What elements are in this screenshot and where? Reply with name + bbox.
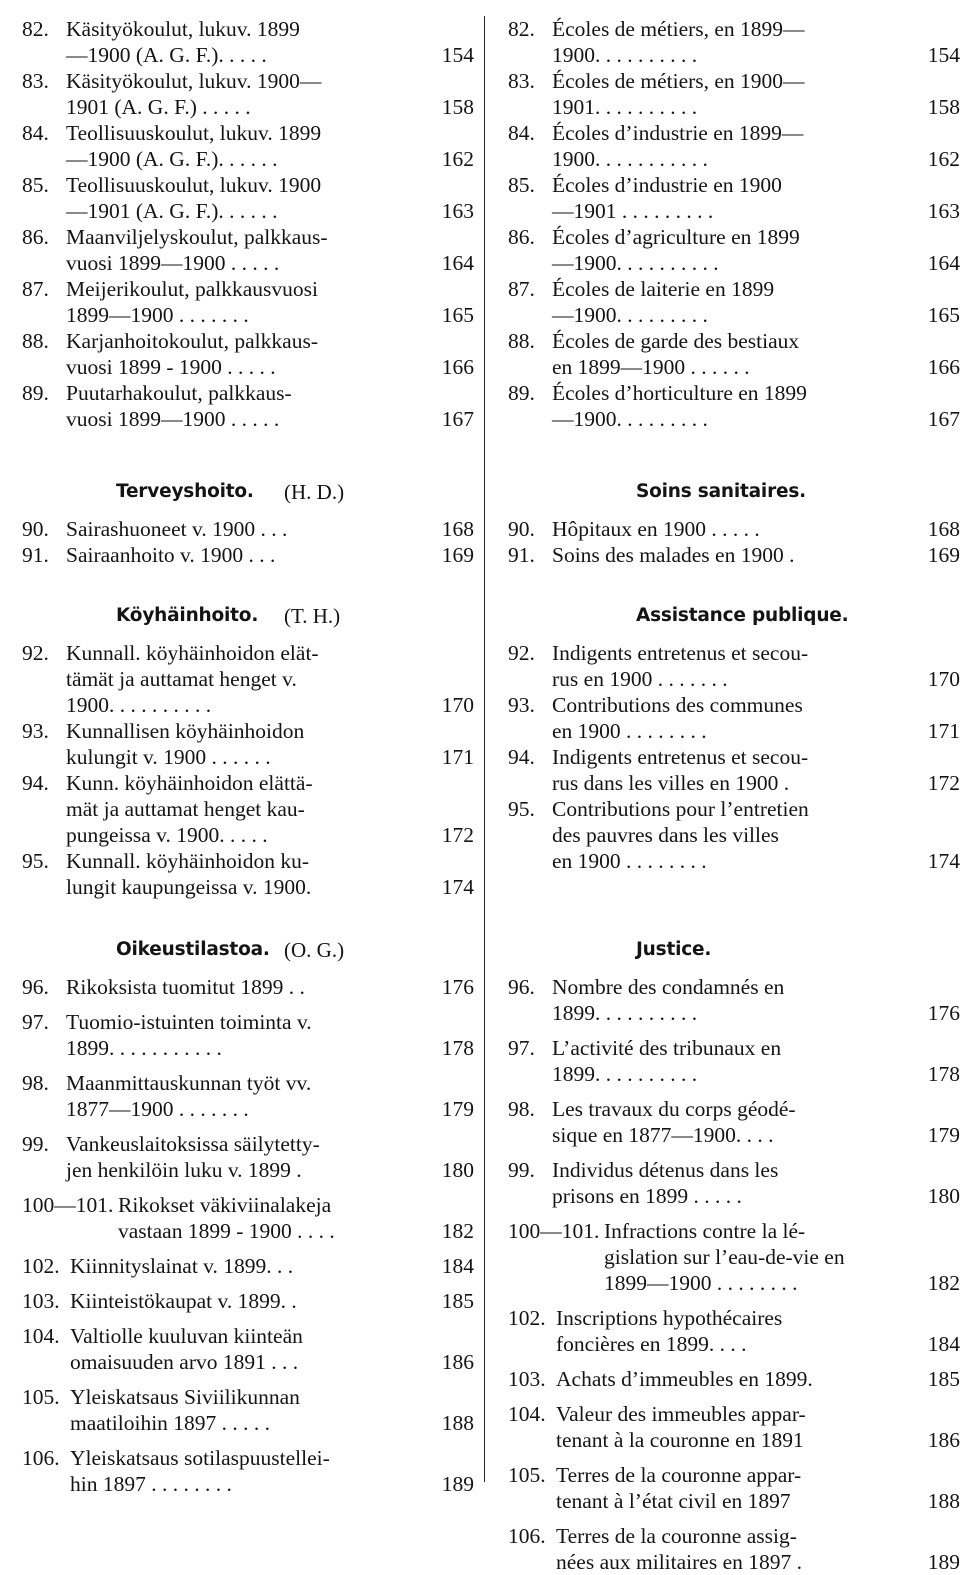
- page-number: 166: [441, 355, 474, 379]
- entry-text: Terres de la couronne appar-: [556, 1463, 802, 1487]
- entry-line: [508, 516, 960, 542]
- entry-text: vuosi 1899—1900 . . . . .: [66, 407, 280, 431]
- entry-text: Les travaux du corps géodé-: [552, 1097, 796, 1121]
- entry-text: 1901 (A. G. F.) . . . . .: [66, 95, 251, 119]
- entry-line: [22, 1253, 474, 1279]
- entry-line: [22, 276, 474, 302]
- entry-number: 85.: [508, 173, 535, 197]
- entry-text: Rikokset väkiviinalakeja: [118, 1193, 332, 1217]
- entry-number: 102.: [22, 1254, 60, 1278]
- entry-text: —1900 (A. G. F.). . . . . .: [66, 147, 278, 171]
- entry-line: [508, 1331, 960, 1357]
- entry-text: kulungit v. 1900 . . . . . .: [66, 745, 271, 769]
- page-number: 170: [441, 693, 474, 717]
- entry-line: [22, 770, 474, 796]
- entry-line: [508, 172, 960, 198]
- page-number: 164: [441, 251, 474, 275]
- entry-line: [508, 224, 960, 250]
- entry-line: [22, 666, 474, 692]
- entry-line: [22, 1349, 474, 1375]
- entry-text: Karjanhoitokoulut, palkkaus-: [66, 329, 318, 353]
- entry-text: —1900. . . . . . . . .: [552, 407, 708, 431]
- entry-line: [22, 1131, 474, 1157]
- section-heading: [22, 478, 474, 506]
- entry-line: [508, 718, 960, 744]
- entry-line: [22, 744, 474, 770]
- section-title: Terveyshoito.: [116, 481, 254, 502]
- entry-line: [22, 146, 474, 172]
- entry-text: Contributions des communes: [552, 693, 803, 717]
- entry-line: [508, 542, 960, 568]
- page-number: 185: [441, 1289, 474, 1313]
- entry-text: L’activité des tribunaux en: [552, 1036, 782, 1060]
- entry-text: —1901 . . . . . . . . .: [552, 199, 714, 223]
- entry-text: —1901 (A. G. F.). . . . . .: [66, 199, 278, 223]
- entry-text: 1899. . . . . . . . . .: [552, 1001, 698, 1025]
- entry-text: Écoles d’horticulture en 1899: [552, 381, 807, 405]
- page-number: 162: [927, 147, 960, 171]
- section-title: Justice.: [636, 939, 712, 960]
- entry-text: Infractions contre la lé-: [604, 1219, 806, 1243]
- page-number: 167: [441, 407, 474, 431]
- entry-line: [22, 822, 474, 848]
- section-abbreviation: (H. D.): [284, 480, 345, 504]
- entry-line: [508, 1000, 960, 1026]
- entry-text: Écoles de laiterie en 1899: [552, 277, 775, 301]
- entry-number: 104.: [508, 1402, 546, 1426]
- entry-text: Écoles de métiers, en 1900—: [552, 69, 805, 93]
- page-number: 179: [927, 1123, 960, 1147]
- entry-text: en 1900 . . . . . . . .: [552, 719, 707, 743]
- entry-text: Contributions pour l’entretien: [552, 797, 809, 821]
- entry-line: [22, 94, 474, 120]
- entry-text: 1877—1900 . . . . . . .: [66, 1097, 249, 1121]
- page-number: 172: [927, 771, 960, 795]
- entry-line: [508, 796, 960, 822]
- entry-line: [22, 224, 474, 250]
- entry-line: [508, 42, 960, 68]
- entry-number: 98.: [22, 1071, 49, 1095]
- entry-number: 89.: [22, 381, 49, 405]
- entry-text: en 1899—1900 . . . . . .: [552, 355, 750, 379]
- entry-number: 98.: [508, 1097, 535, 1121]
- entry-line: [508, 848, 960, 874]
- entry-text: vuosi 1899—1900 . . . . .: [66, 251, 280, 275]
- entry-text: Valtiolle kuuluvan kiinteän: [70, 1324, 303, 1348]
- entry-line: [508, 1183, 960, 1209]
- entry-line: [508, 1523, 960, 1549]
- section-heading: [22, 936, 474, 964]
- entry-line: [508, 640, 960, 666]
- entry-line: [22, 406, 474, 432]
- entry-text: Écoles d’agriculture en 1899: [552, 225, 800, 249]
- page-number: 186: [927, 1428, 960, 1452]
- entry-number: 104.: [22, 1324, 60, 1348]
- page-number: 171: [927, 719, 960, 743]
- entry-text: Teollisuuskoulut, lukuv. 1899: [66, 121, 322, 145]
- entry-text: Nombre des condamnés en: [552, 975, 785, 999]
- entry-number: 95.: [508, 797, 535, 821]
- entry-text: Indigents entretenus et secou-: [552, 641, 809, 665]
- entry-line: [508, 1061, 960, 1087]
- entry-number: 100—101.: [22, 1193, 114, 1217]
- entry-line: [508, 1549, 960, 1575]
- page-number: 167: [927, 407, 960, 431]
- entry-text: Écoles d’industrie en 1899—: [552, 121, 804, 145]
- entry-number: 82.: [22, 17, 49, 41]
- entry-line: [508, 1096, 960, 1122]
- entry-text: —1900 (A. G. F.). . . . .: [66, 43, 267, 67]
- entry-text: Écoles de métiers, en 1899—: [552, 17, 805, 41]
- entry-text: 1900. . . . . . . . . .: [552, 43, 698, 67]
- entry-text: maatiloihin 1897 . . . . .: [70, 1411, 271, 1435]
- page-number: 158: [927, 95, 960, 119]
- entry-text: tenant à la couronne en 1891: [556, 1428, 804, 1452]
- entry-text: Yleiskatsaus Siviilikunnan: [70, 1385, 300, 1409]
- entry-text: 1899. . . . . . . . . .: [552, 1062, 698, 1086]
- entry-text: —1900. . . . . . . . .: [552, 303, 708, 327]
- entry-number: 99.: [508, 1158, 535, 1182]
- entry-line: [508, 302, 960, 328]
- entry-text: jen henkilöin luku v. 1899 .: [66, 1158, 302, 1182]
- entry-text: Kunnall. köyhäinhoidon ku-: [66, 849, 310, 873]
- section-heading: [508, 478, 960, 506]
- entry-line: [508, 1488, 960, 1514]
- page-number: 184: [927, 1332, 960, 1356]
- entry-text: Kiinnityslainat v. 1899. . .: [70, 1254, 294, 1278]
- page-number: 179: [441, 1097, 474, 1121]
- entry-number: 94.: [22, 771, 49, 795]
- entry-line: [508, 1122, 960, 1148]
- entry-line: [508, 744, 960, 770]
- entry-text: hin 1897 . . . . . . . .: [70, 1472, 232, 1496]
- page-number: 172: [441, 823, 474, 847]
- entry-line: [508, 692, 960, 718]
- entry-line: [22, 380, 474, 406]
- entry-line: [508, 1035, 960, 1061]
- entry-text: Puutarhakoulut, palkkaus-: [66, 381, 292, 405]
- entry-text: Kunnallisen köyhäinhoidon: [66, 719, 305, 743]
- entry-text: prisons en 1899 . . . . .: [552, 1184, 742, 1208]
- entry-text: 1899—1900 . . . . . . .: [66, 303, 249, 327]
- entry-line: [22, 250, 474, 276]
- entry-text: lungit kaupungeissa v. 1900.: [66, 875, 312, 899]
- entry-text: pungeissa v. 1900. . . . .: [66, 823, 268, 847]
- entry-line: [508, 770, 960, 796]
- page-number: 163: [927, 199, 960, 223]
- entry-number: 105.: [508, 1463, 546, 1487]
- page-number: 182: [927, 1271, 960, 1295]
- entry-number: 97.: [22, 1010, 49, 1034]
- entry-line: [22, 1384, 474, 1410]
- entry-text: Yleiskatsaus sotilaspuustellei-: [70, 1446, 330, 1470]
- entry-text: Sairashuoneet v. 1900 . . .: [66, 517, 288, 541]
- entry-number: 86.: [508, 225, 535, 249]
- page-number: 169: [927, 543, 960, 567]
- entry-line: [508, 250, 960, 276]
- column-divider: [484, 16, 485, 1482]
- entry-line: [22, 16, 474, 42]
- page-number: 163: [441, 199, 474, 223]
- entry-line: [508, 1270, 960, 1296]
- entry-line: [508, 1462, 960, 1488]
- entry-number: 106.: [508, 1524, 546, 1548]
- entry-line: [22, 848, 474, 874]
- entry-number: 94.: [508, 745, 535, 769]
- entry-text: Valeur des immeubles appar-: [556, 1402, 806, 1426]
- entry-line: [508, 120, 960, 146]
- section-heading: [508, 936, 960, 964]
- entry-line: [508, 146, 960, 172]
- entry-line: [508, 328, 960, 354]
- section-title: Assistance publique.: [636, 605, 849, 626]
- entry-line: [22, 354, 474, 380]
- entry-text: 1900. . . . . . . . . .: [66, 693, 212, 717]
- entry-text: Kunnall. köyhäinhoidon elät-: [66, 641, 319, 665]
- entry-line: [22, 1323, 474, 1349]
- page-number: 158: [441, 95, 474, 119]
- entry-number: 88.: [508, 329, 535, 353]
- entry-number: 89.: [508, 381, 535, 405]
- page-number: 166: [927, 355, 960, 379]
- entry-text: Tuomio-istuinten toiminta v.: [66, 1010, 312, 1034]
- entry-text: tenant à l’état civil en 1897: [556, 1489, 791, 1513]
- entry-text: Sairaanhoito v. 1900 . . .: [66, 543, 276, 567]
- entry-line: [22, 1445, 474, 1471]
- entry-text: Inscriptions hypothécaires: [556, 1306, 783, 1330]
- entry-number: 106.: [22, 1446, 60, 1470]
- page-number: 171: [441, 745, 474, 769]
- entry-line: [508, 94, 960, 120]
- entry-line: [22, 1035, 474, 1061]
- entry-number: 96.: [22, 975, 49, 999]
- page-number: 178: [927, 1062, 960, 1086]
- entry-text: 1899—1900 . . . . . . . .: [604, 1271, 798, 1295]
- entry-text: 1900. . . . . . . . . . .: [552, 147, 708, 171]
- entry-number: 90.: [22, 517, 49, 541]
- entry-line: [22, 328, 474, 354]
- entry-text: Indigents entretenus et secou-: [552, 745, 809, 769]
- entry-line: [22, 692, 474, 718]
- entry-line: [22, 718, 474, 744]
- entry-text: 1901. . . . . . . . . .: [552, 95, 698, 119]
- entry-number: 91.: [508, 543, 535, 567]
- entry-text: Individus détenus dans les: [552, 1158, 779, 1182]
- entry-number: 84.: [22, 121, 49, 145]
- entry-line: [22, 874, 474, 900]
- entry-text: Kiinteistökaupat v. 1899. .: [70, 1289, 297, 1313]
- entry-line: [508, 16, 960, 42]
- entry-text: tämät ja auttamat henget v.: [66, 667, 297, 691]
- entry-number: 91.: [22, 543, 49, 567]
- entry-line: [508, 1218, 960, 1244]
- page-number: 182: [441, 1219, 474, 1243]
- entry-text: sique en 1877—1900. . . .: [552, 1123, 774, 1147]
- entry-text: Soins des malades en 1900 .: [552, 543, 795, 567]
- entry-text: mät ja auttamat henget kau-: [66, 797, 305, 821]
- page-number: 180: [441, 1158, 474, 1182]
- entry-text: Achats d’immeubles en 1899.: [556, 1367, 813, 1391]
- entry-text: Maanviljelyskoulut, palkkaus-: [66, 225, 328, 249]
- entry-line: [22, 42, 474, 68]
- page-number: 168: [441, 517, 474, 541]
- entry-line: [22, 1471, 474, 1497]
- entry-text: Meijerikoulut, palkkausvuosi: [66, 277, 318, 301]
- entry-text: —1900. . . . . . . . . .: [552, 251, 719, 275]
- page-number: 154: [927, 43, 960, 67]
- page-number: 189: [441, 1472, 474, 1496]
- page-number: 178: [441, 1036, 474, 1060]
- entry-line: [22, 68, 474, 94]
- entry-text: rus dans les villes en 1900 .: [552, 771, 790, 795]
- entry-line: [22, 172, 474, 198]
- entry-number: 84.: [508, 121, 535, 145]
- page-number: 188: [441, 1411, 474, 1435]
- entry-line: [508, 380, 960, 406]
- page-number: 174: [441, 875, 474, 899]
- entry-line: [22, 1288, 474, 1314]
- entry-line: [508, 406, 960, 432]
- page-number: 176: [441, 975, 474, 999]
- entry-number: 100—101.: [508, 1219, 600, 1243]
- entry-line: [22, 1192, 474, 1218]
- entry-line: [22, 1096, 474, 1122]
- entry-text: Écoles de garde des bestiaux: [552, 329, 800, 353]
- entry-line: [22, 796, 474, 822]
- page-number: 154: [441, 43, 474, 67]
- entry-text: rus en 1900 . . . . . . .: [552, 667, 728, 691]
- entry-number: 96.: [508, 975, 535, 999]
- entry-line: [22, 516, 474, 542]
- entry-number: 93.: [508, 693, 535, 717]
- page-number: 188: [927, 1489, 960, 1513]
- entry-line: [508, 1305, 960, 1331]
- entry-text: Hôpitaux en 1900 . . . . .: [552, 517, 760, 541]
- entry-line: [22, 302, 474, 328]
- section-abbreviation: (T. H.): [284, 604, 341, 628]
- entry-number: 97.: [508, 1036, 535, 1060]
- entry-number: 87.: [508, 277, 535, 301]
- entry-number: 103.: [508, 1367, 546, 1391]
- page-number: 165: [441, 303, 474, 327]
- entry-line: [508, 1401, 960, 1427]
- page-number: 168: [927, 517, 960, 541]
- entry-number: 85.: [22, 173, 49, 197]
- entry-text: gislation sur l’eau-de-vie en: [604, 1245, 845, 1269]
- entry-line: [508, 354, 960, 380]
- entry-number: 102.: [508, 1306, 546, 1330]
- entry-number: 93.: [22, 719, 49, 743]
- entry-text: Vankeuslaitoksissa säilytetty-: [66, 1132, 320, 1156]
- entry-text: Écoles d’industrie en 1900: [552, 173, 782, 197]
- entry-line: [22, 1009, 474, 1035]
- entry-number: 99.: [22, 1132, 49, 1156]
- entry-line: [508, 822, 960, 848]
- entry-line: [22, 1070, 474, 1096]
- entry-text: Terres de la couronne assig-: [556, 1524, 797, 1548]
- entry-line: [508, 666, 960, 692]
- entry-number: 103.: [22, 1289, 60, 1313]
- page-number: 184: [441, 1254, 474, 1278]
- entry-number: 90.: [508, 517, 535, 541]
- section-title: Köyhäinhoito.: [116, 605, 259, 626]
- page-number: 186: [441, 1350, 474, 1374]
- entry-line: [508, 276, 960, 302]
- page-number: 169: [441, 543, 474, 567]
- page-number: 174: [927, 849, 960, 873]
- section-abbreviation: (O. G.): [284, 938, 345, 962]
- entry-text: vuosi 1899 - 1900 . . . . .: [66, 355, 276, 379]
- entry-line: [508, 1157, 960, 1183]
- entry-line: [22, 1410, 474, 1436]
- page-number: 165: [927, 303, 960, 327]
- page-number: 189: [927, 1550, 960, 1574]
- entry-line: [22, 974, 474, 1000]
- entry-number: 92.: [508, 641, 535, 665]
- entry-line: [22, 198, 474, 224]
- entry-number: 87.: [22, 277, 49, 301]
- entry-line: [508, 974, 960, 1000]
- section-title: Soins sanitaires.: [636, 481, 806, 502]
- entry-text: des pauvres dans les villes: [552, 823, 779, 847]
- entry-number: 88.: [22, 329, 49, 353]
- entry-line: [508, 68, 960, 94]
- entry-number: 95.: [22, 849, 49, 873]
- page-number: 176: [927, 1001, 960, 1025]
- entry-number: 92.: [22, 641, 49, 665]
- entry-line: [22, 1218, 474, 1244]
- entry-text: Maanmittauskunnan työt vv.: [66, 1071, 312, 1095]
- entry-line: [22, 542, 474, 568]
- entry-line: [22, 1157, 474, 1183]
- section-title: Oikeustilastoa.: [116, 939, 270, 960]
- section-heading: [508, 602, 960, 630]
- entry-line: [508, 1244, 960, 1270]
- page-number: 180: [927, 1184, 960, 1208]
- entry-text: en 1900 . . . . . . . .: [552, 849, 707, 873]
- entry-number: 83.: [22, 69, 49, 93]
- entry-text: Teollisuuskoulut, lukuv. 1900: [66, 173, 322, 197]
- page-number: 185: [927, 1367, 960, 1391]
- page-number: 162: [441, 147, 474, 171]
- entry-number: 83.: [508, 69, 535, 93]
- entry-text: foncières en 1899. . . .: [556, 1332, 747, 1356]
- entry-text: Kunn. köyhäinhoidon elättä-: [66, 771, 313, 795]
- entry-text: nées aux militaires en 1897 .: [556, 1550, 802, 1574]
- entry-number: 105.: [22, 1385, 60, 1409]
- entry-text: vastaan 1899 - 1900 . . . .: [118, 1219, 335, 1243]
- entry-text: omaisuuden arvo 1891 . . .: [70, 1350, 299, 1374]
- entry-line: [22, 120, 474, 146]
- entry-text: Käsityökoulut, lukuv. 1900—: [66, 69, 322, 93]
- entry-text: 1899. . . . . . . . . . .: [66, 1036, 222, 1060]
- entry-number: 86.: [22, 225, 49, 249]
- page-number: 164: [927, 251, 960, 275]
- entry-line: [22, 640, 474, 666]
- entry-line: [508, 198, 960, 224]
- entry-number: 82.: [508, 17, 535, 41]
- entry-line: [508, 1366, 960, 1392]
- entry-text: Käsityökoulut, lukuv. 1899: [66, 17, 300, 41]
- entry-line: [508, 1427, 960, 1453]
- section-heading: [22, 602, 474, 630]
- page-number: 170: [927, 667, 960, 691]
- entry-text: Rikoksista tuomitut 1899 . .: [66, 975, 305, 999]
